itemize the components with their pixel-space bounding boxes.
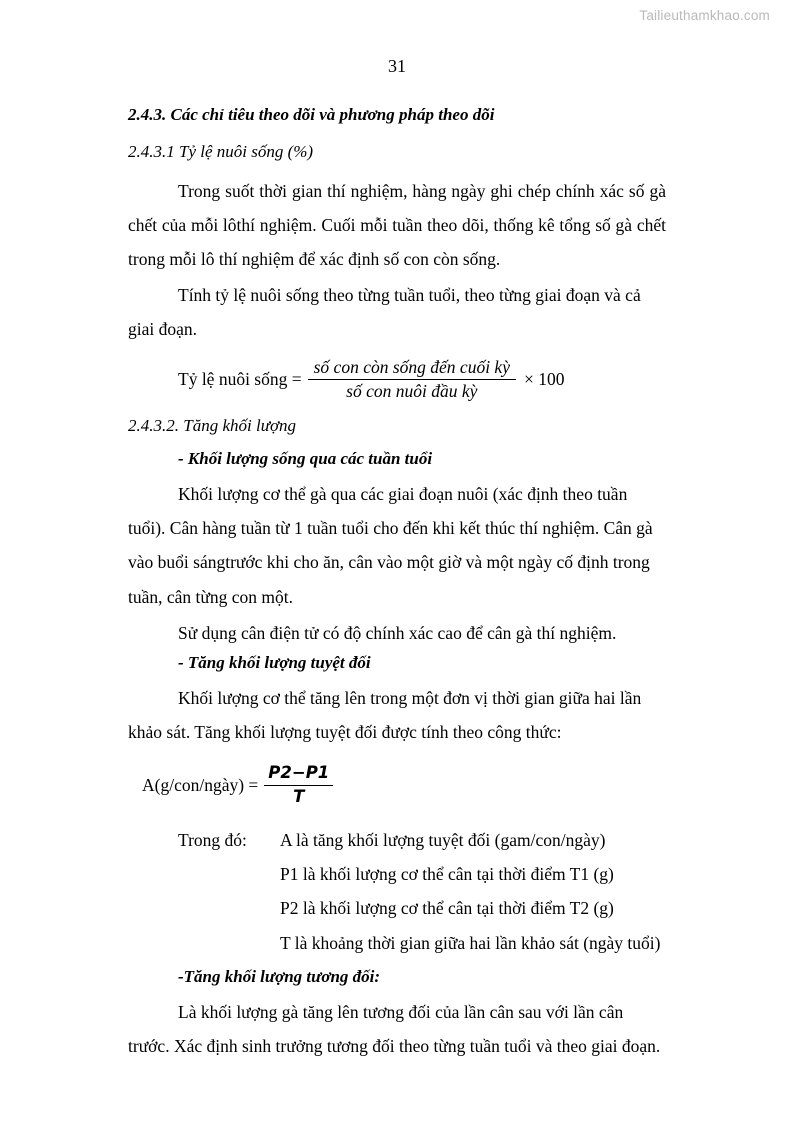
paragraph-survival-record: Trong suốt thời gian thí nghiệm, hàng ngày ghi chép chính xác số gà chết của mỗi lôthí nghiệm. Cuối mỗi tuần theo dõi, thống kê tổng số gà chết trong mỗi lô thí nghiệm để xác định số con còn sống. xyxy=(128,180,666,270)
definition-spacer xyxy=(178,891,280,925)
definition-row xyxy=(178,926,666,960)
paragraph-survival-calc: Tính tỷ lệ nuôi sống theo từng tuần tuổi, theo từng giai đoạn và cả giai đoạn. xyxy=(128,285,641,340)
formula-survival-lhs: Tỷ lệ nuôi sống = xyxy=(178,369,302,390)
definition-row xyxy=(178,857,666,891)
definitions-list xyxy=(128,823,666,960)
formula-survival-denominator: số con nuôi đầu kỳ xyxy=(346,381,478,402)
page-content xyxy=(128,104,666,1065)
paragraph-weighing-method: Khối lượng cơ thể gà qua các giai đoạn nuôi (xác định theo tuần tuổi). Cân hàng tuần từ 1 tuần tuổi cho đến khi kết thúc thí nghiệm. Cân gà vào buổi sángtrước khi cho ăn, cân vào một giờ và một ngày cố định trong tuần, cân từng con một. xyxy=(128,484,653,607)
heading-section-2-4-3-2: 2.4.3.2. Tăng khối lượng xyxy=(128,416,297,436)
heading-weight-by-week: - Khối lượng sống qua các tuần tuổi xyxy=(178,449,433,469)
watermark-text: Tailieuthamkhao.com xyxy=(639,8,770,23)
paragraph-absolute-gain-def: Khối lượng cơ thể tăng lên trong một đơn vị thời gian giữa hai lần khảo sát. Tăng khối lượng tuyệt đối được tính theo công thức: xyxy=(128,687,642,742)
formula-survival-fraction xyxy=(308,357,516,404)
definition-row xyxy=(178,891,666,925)
definition-item-p2: P2 là khối lượng cơ thể cân tại thời điểm T2 (g) xyxy=(280,898,614,919)
heading-relative-gain: -Tăng khối lượng tương đối: xyxy=(178,966,381,986)
formula-absolute-gain-fraction xyxy=(264,763,333,807)
page-number: 31 xyxy=(388,56,406,76)
paragraph-scale-usage: Sử dụng cân điện tử có độ chính xác cao để cân gà thí nghiệm. xyxy=(178,622,617,643)
formula-survival-multiplier: × 100 xyxy=(523,369,565,390)
formula-absolute-gain-denominator: T xyxy=(293,786,305,806)
formula-survival-rate xyxy=(128,357,666,404)
heading-section-2-4-3-1: 2.4.3.1 Tỷ lệ nuôi sống (%) xyxy=(128,141,314,161)
definition-item-t: T là khoảng thời gian giữa hai lần khảo sát (ngày tuổi) xyxy=(280,932,661,953)
formula-absolute-gain-lhs: A(g/con/ngày) = xyxy=(142,774,259,795)
definitions-intro-label: Trong đó: xyxy=(178,830,247,851)
heading-absolute-gain: - Tăng khối lượng tuyệt đối xyxy=(178,652,371,672)
heading-section-2-4-3: 2.4.3. Các chỉ tiêu theo dõi và phương pháp theo dõi xyxy=(128,105,495,124)
definition-item-a: A là tăng khối lượng tuyệt đối (gam/con/ngày) xyxy=(280,830,606,851)
formula-absolute-gain-numerator: P2−P1 xyxy=(264,763,333,786)
definition-row xyxy=(178,823,666,857)
formula-survival-numerator: số con còn sống đến cuối kỳ xyxy=(308,357,516,381)
formula-absolute-gain xyxy=(128,763,666,807)
paragraph-relative-gain-def: Là khối lượng gà tăng lên tương đối của lần cân sau với lần cân trước. Xác định sinh trưởng tương đối theo từng tuần tuổi và theo giai đoạn. xyxy=(128,1001,661,1056)
definition-spacer xyxy=(178,926,280,960)
definition-item-p1: P1 là khối lượng cơ thể cân tại thời điểm T1 (g) xyxy=(280,864,614,885)
definition-spacer xyxy=(178,857,280,891)
